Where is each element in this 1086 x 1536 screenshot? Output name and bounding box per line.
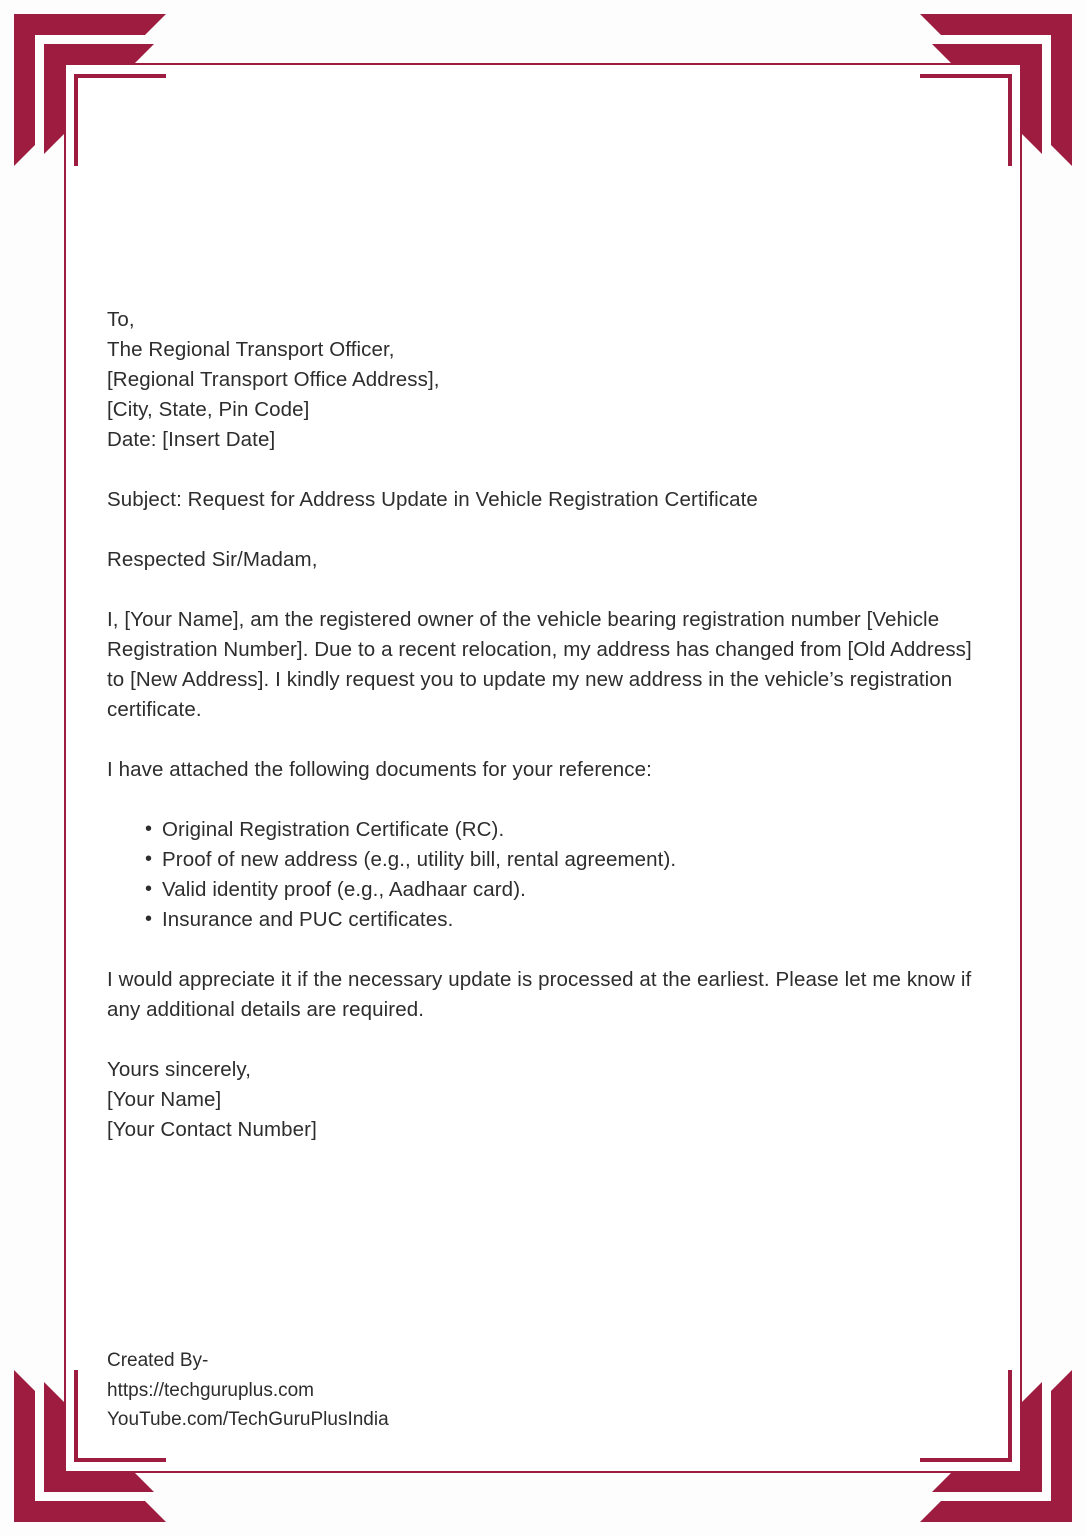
credit-block bbox=[107, 1346, 807, 1435]
letter-date: Date: [Insert Date] bbox=[107, 428, 276, 451]
letter-body bbox=[107, 305, 979, 1145]
subject-line: Subject: Request for Address Update in Vehicle Registration Certificate bbox=[107, 488, 758, 511]
body-paragraph: I, [Your Name], am the registered owner of the vehicle bearing registration number [Vehicle Registration Number]. Due to a recent relocation, my address has changed from [Old Address] to [New Address]. I kindly request you to update my new address in the vehicle’s registration certificate. bbox=[107, 608, 972, 721]
corner-ornament-bottom-right bbox=[920, 1370, 1072, 1522]
closing-paragraph: I would appreciate it if the necessary update is processed at the earliest. Please let me know if any additional details are required. bbox=[107, 968, 972, 1021]
list-item: • Proof of new address (e.g., utility bill, rental agreement). bbox=[145, 845, 979, 875]
list-item: • Original Registration Certificate (RC). bbox=[145, 815, 979, 845]
signoff-block bbox=[107, 1055, 979, 1145]
corner-ornament-top-left bbox=[14, 14, 166, 166]
corner-ornament-top-right bbox=[920, 14, 1072, 166]
recipient-to: To, bbox=[107, 308, 135, 331]
credit-youtube-link[interactable]: YouTube.com/TechGuruPlusIndia bbox=[107, 1409, 389, 1430]
attachments-list bbox=[107, 815, 979, 935]
recipient-city-state-pin: [City, State, Pin Code] bbox=[107, 398, 310, 421]
recipient-office-address: [Regional Transport Office Address], bbox=[107, 368, 440, 391]
signoff-name: [Your Name] bbox=[107, 1088, 222, 1111]
credit-created-by: Created By- bbox=[107, 1350, 209, 1371]
list-item: • Insurance and PUC certificates. bbox=[145, 905, 979, 935]
salutation: Respected Sir/Madam, bbox=[107, 548, 318, 571]
signoff-valediction: Yours sincerely, bbox=[107, 1058, 252, 1081]
signoff-contact: [Your Contact Number] bbox=[107, 1118, 317, 1141]
credit-website-link[interactable]: https://techguruplus.com bbox=[107, 1379, 314, 1401]
recipient-officer: The Regional Transport Officer, bbox=[107, 338, 395, 361]
list-item: • Valid identity proof (e.g., Aadhaar card). bbox=[145, 875, 979, 905]
attachments-intro: I have attached the following documents for your reference: bbox=[107, 758, 652, 781]
recipient-block bbox=[107, 305, 979, 455]
